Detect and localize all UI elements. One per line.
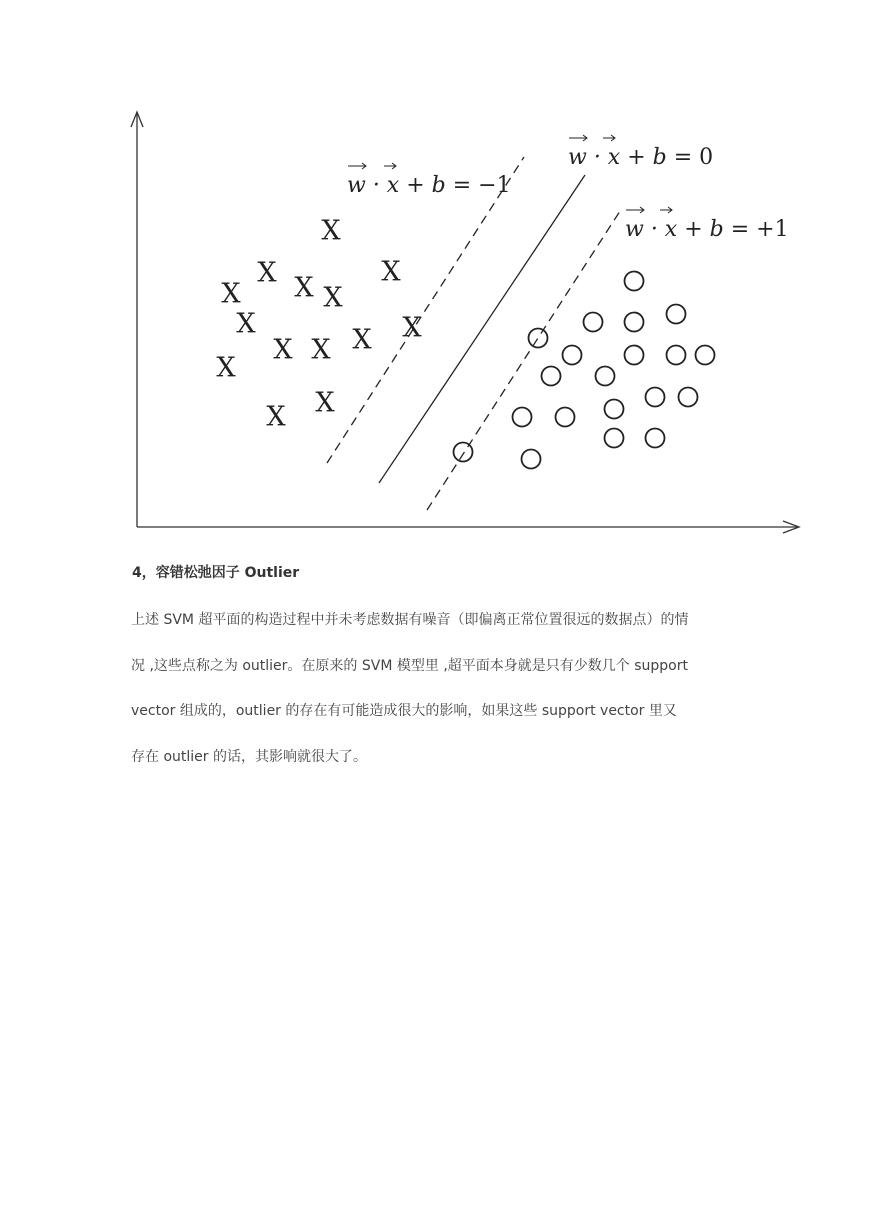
o-point [529,329,548,348]
paragraph-line: 况 ,这些点称之为 outlier。在原来的 SVM 模型里 ,超平面本身就是只有少数几个 support [131,657,688,674]
o-point [556,408,575,427]
x-point: X [323,282,343,314]
equation-hyperplane [568,135,713,170]
svg-text:w · x + b = +1 [625,217,789,242]
x-point: X [294,272,314,304]
equation-upper-margin-rhs: +1 [756,217,789,242]
equation-lower-margin-lhs: w · x + b = [347,173,479,198]
x-point: X [266,401,286,433]
o-point [454,443,473,462]
x-point: X [257,257,277,289]
x-point: X [311,334,331,366]
o-point [696,346,715,365]
o-point [605,429,624,448]
o-point [667,346,686,365]
equation-lower-margin-rhs: −1 [478,173,511,198]
equation-lower-margin [347,163,511,198]
svg-text:w · x + b = 0 [568,145,713,170]
equation-upper-margin-lhs: w · x + b = [625,217,757,242]
x-point: X [273,334,293,366]
x-point: X [352,324,372,356]
svg-text:w · x + b = −1 [347,173,511,198]
o-point [679,388,698,407]
negative-class-points [216,216,422,433]
o-point [563,346,582,365]
x-point: X [321,215,341,247]
o-point [646,429,665,448]
o-point [584,313,603,332]
x-point: X [216,352,236,384]
o-point [513,408,532,427]
positive-class-points [454,272,715,469]
svm-margin-diagram [125,105,815,535]
o-point [646,388,665,407]
equation-upper-margin [625,207,789,242]
x-point: X [221,278,241,310]
paragraph-line: 上述 SVM 超平面的构造过程中并未考虑数据有噪音（即偏离正常位置很远的数据点）的情 [131,612,689,628]
o-point [625,272,644,291]
o-point [667,305,686,324]
o-point [522,450,541,469]
equation-hyperplane-rhs: 0 [699,145,714,170]
o-point [605,400,624,419]
o-point [596,367,615,386]
section-paragraph [131,598,751,780]
x-point: X [381,256,401,288]
x-point: X [402,312,422,344]
o-point [542,367,561,386]
section-heading: 4，容错松弛因子 Outlier [132,565,300,581]
o-point [625,313,644,332]
x-point: X [315,387,335,419]
o-point [625,346,644,365]
paragraph-line: 存在 outlier 的话，其影响就很大了。 [131,748,367,765]
equation-hyperplane-lhs: w · x + b = [568,145,700,170]
x-point: X [236,308,256,340]
paragraph-line: vector 组成的，outlier 的存在有可能造成很大的影响，如果这些 support vector 里又 [131,703,677,719]
